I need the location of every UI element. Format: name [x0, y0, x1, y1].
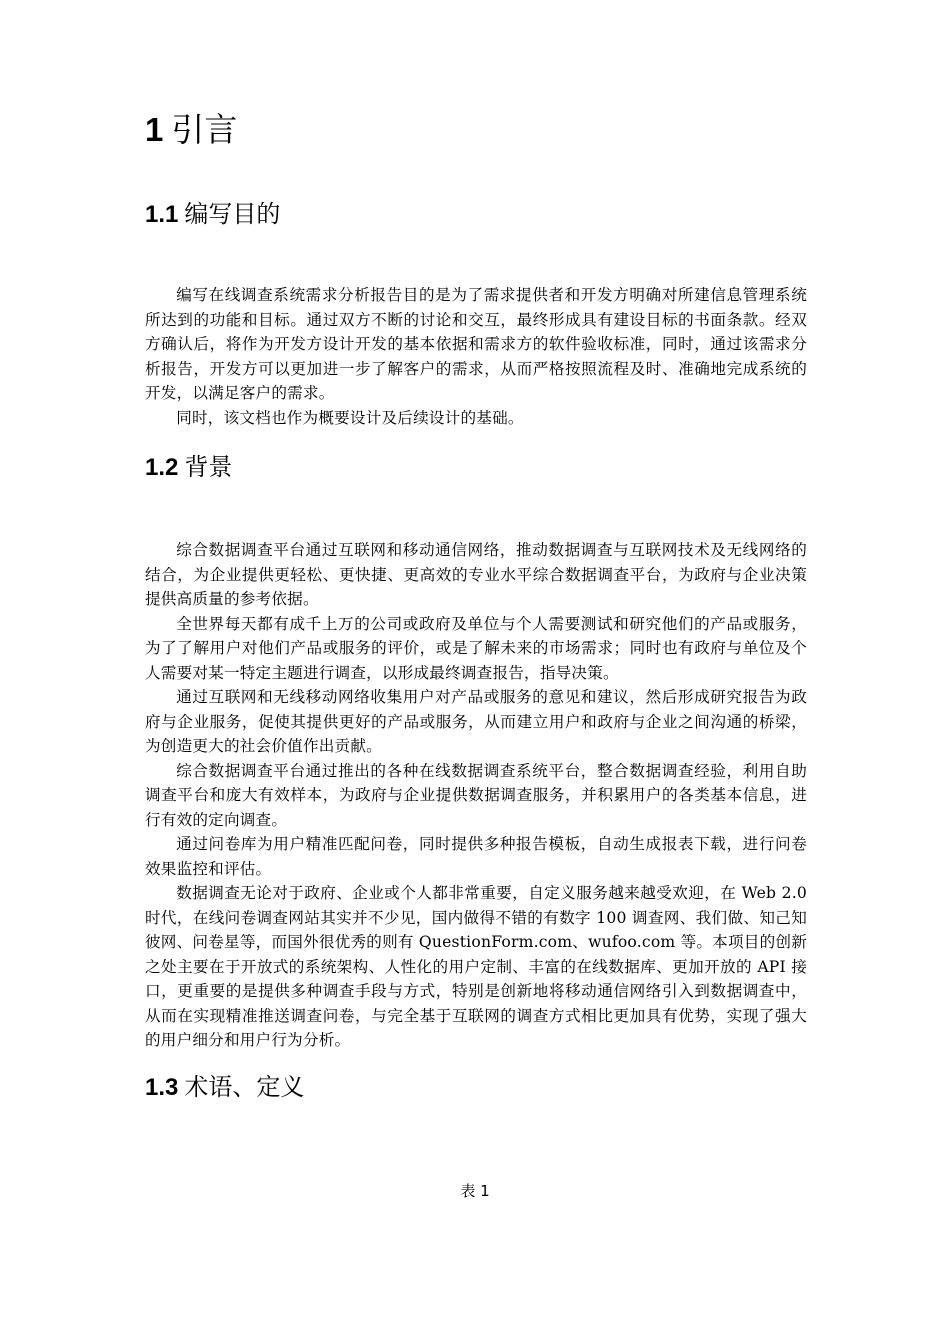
section-title: 背景 [184, 453, 233, 481]
chapter-heading [145, 108, 807, 152]
chapter-title: 引言 [171, 110, 238, 149]
section-number: 1.1 [145, 201, 179, 228]
paragraph: 同时，该文档也作为概要设计及后续设计的基础。 [176, 408, 524, 427]
paragraph: 数据调查无论对于政府、企业或个人都非常重要，自定义服务越来越受欢迎，在 Web 2.0 时代，在线问卷调查网站其实并不少见，国内做得不错的有数字 100 调查网、我们做、知己知彼网、问卷星等，而国外很优秀的则有 QuestionForm.com、wufoo.com 等。本项目的创新之处主要在于开放式的系统架构、人性化的用户定制、丰富的在线数据库、更加开放的 API 接口，更重要的是提供多种调查手段与方式，特别是创新地将移动通信网络引入到数据调查中，从而在实现精准推送调查问卷，与完全基于互联网的调查方式相比更加具有优势，实现了强大的用户细分和用户行为分析。 [145, 884, 807, 1049]
paragraph: 综合数据调查平台通过互联网和移动通信网络，推动数据调查与互联网技术及无线网络的结合，为企业提供更轻松、更快捷、更高效的专业水平综合数据调查平台，为政府与企业决策提供高质量的参考依据。 [145, 541, 807, 608]
section-number: 1.2 [145, 454, 179, 481]
section-body-1-2 [145, 538, 807, 1053]
table-caption: 表 1 [460, 1182, 490, 1200]
section-number: 1.3 [145, 1073, 179, 1101]
document-content [145, 108, 807, 1104]
section-title: 术语、定义 [184, 1072, 305, 1101]
paragraph: 通过互联网和无线移动网络收集用户对产品或服务的意见和建议，然后形成研究报告为政府与企业服务，促使其提供更好的产品或服务，从而建立用户和政府与企业之间沟通的桥梁，为创造更大的社会价值作出贡献。 [145, 688, 807, 755]
paragraph: 编写在线调查系统需求分析报告目的是为了需求提供者和开发方明确对所建信息管理系统所达到的功能和目标。通过双方不断的讨论和交互，最终形成具有建设目标的书面条款。经双方确认后，将作为开发方设计开发的基本依据和需求方的软件验收标准，同时，通过该需求分析报告，开发方可以更加进一步了解客户的需求，从而严格按照流程及时、准确地完成系统的开发，以满足客户的需求。 [145, 286, 807, 402]
section-heading-1-1 [145, 198, 807, 231]
section-title: 编写目的 [184, 200, 281, 228]
section-heading-1-2 [145, 451, 807, 484]
paragraph: 综合数据调查平台通过推出的各种在线数据调查系统平台，整合数据调查经验，利用自助调查平台和庞大有效样本，为政府与企业提供数据调查服务，并积累用户的各类基本信息，进行有效的定向调查。 [145, 761, 807, 829]
section-body-1-1 [145, 283, 807, 430]
paragraph: 全世界每天都有成千上万的公司或政府及单位与个人需要测试和研究他们的产品或服务，为了了解用户对他们产品或服务的评价，或是了解未来的市场需求；同时也有政府与单位及个人需要对某一特定主题进行调查，以形成最终调查报告，指导决策。 [145, 614, 807, 682]
section-heading-1-3 [145, 1071, 807, 1104]
chapter-number: 1 [145, 111, 164, 148]
paragraph: 通过问卷库为用户精准匹配问卷，同时提供多种报告模板，自动生成报表下载，进行问卷效果监控和评估。 [145, 835, 807, 878]
